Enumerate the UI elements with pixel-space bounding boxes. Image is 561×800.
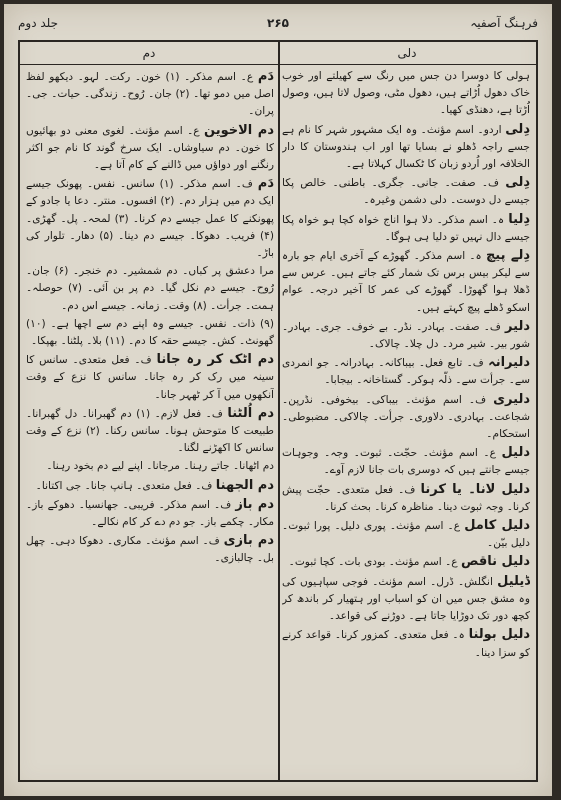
dictionary-entry xyxy=(282,481,530,516)
book-title: فرہنگ آصفیہ xyxy=(470,16,538,30)
dictionary-entry xyxy=(282,68,530,120)
entry-headword: دم اُلٹنا xyxy=(227,405,274,421)
entry-headword: دلیل کامل xyxy=(464,518,530,534)
dictionary-entry xyxy=(282,121,530,174)
entry-definition: انگلش۔ ڈرل۔ اسم مؤنث۔ فوجی سپاہیوں کی وہ مشق جس میں ان کو اسباب اور ہتھیار کر باندھ کر کچھ دور تک دوڑایا جاتا ہے۔ دوڑنے کی قواعد۔ xyxy=(282,575,530,623)
entry-definition: ف۔ فعل لازم۔ (۱) دم گھبرانا۔ دل گھبرانا۔ طبیعت کا متوحش ہونا۔ سانس رکنا۔ (۲) نزع کے وقت سانس کا اکھڑنے لگنا۔ xyxy=(26,407,274,455)
page-number: ۲۶۵ xyxy=(267,16,289,30)
entry-headword: دِلیا xyxy=(508,211,530,227)
entry-headword: دم اٹک کر رہ جانا xyxy=(156,352,274,368)
text-frame xyxy=(18,40,538,782)
dictionary-entry xyxy=(26,263,274,315)
dictionary-entry xyxy=(282,517,530,552)
entry-headword: دَم xyxy=(257,69,274,84)
dictionary-entry xyxy=(282,354,530,389)
entry-definition: اردو۔ اسم مؤنث۔ وہ ایک مشہور شہر کا نام ہے جسے راجہ ڈھلو نے بسایا تھا اور اب ہندوستان کا دار الخلافہ اور اُردو زبان کا ٹکسال کہلاتا ہے۔ xyxy=(282,123,530,171)
entry-headword: دلیل ناقص xyxy=(461,554,530,570)
entry-headword: دلیرانہ xyxy=(488,355,530,371)
dictionary-entry xyxy=(26,68,274,121)
entry-definition: ف۔ فعل متعدی۔ سانس کا سینہ میں رک کر رہ جانا۔ سانس کا نزع کے وقت آنکھوں میں آ کر ٹھہر جانا۔ xyxy=(26,354,274,401)
entry-definition: ف۔ اسم مؤنث۔ بیباکی۔ بیخوفی۔ نڈرپن۔ شجاعت۔ بہادری۔ دلاوری۔ جرأت۔ چالاکی۔ مضبوطی۔ استحکام۔ xyxy=(282,393,530,441)
dictionary-entry xyxy=(26,351,274,404)
dictionary-entry xyxy=(282,573,530,626)
entry-definition: ع۔ اسم مؤنث۔ لغوی معنی دو بھائیوں کا خون۔ دم سیاوشاں۔ ایک سرخ گوند کا نام جو اکثر رنگنے اور دواؤں میں ڈالنے کے کام آتا ہے۔ xyxy=(26,124,274,172)
dictionary-entry xyxy=(26,496,274,531)
entry-definition: ہ۔ اسم مذکر۔ دلا ہوا اناج خواہ کچا ہو خواہ پکا جیسے دال نہیں تو دلیا ہی ہوگا۔ xyxy=(282,213,530,243)
column-divider xyxy=(278,42,280,780)
dictionary-page xyxy=(4,4,552,796)
entry-definition: مرا دعشق پر کباں۔ دم شمشیر۔ دم خنجر۔ (۶) جان۔ رُوح۔ جیسے دم نکل گیا۔ دم پر بن آئی۔ (۷) حوصلہ۔ ہمت۔ جرأت۔ (۸) وقت۔ زمانہ۔ جیسے اس دم۔ xyxy=(26,265,274,312)
dictionary-entry xyxy=(26,122,274,175)
entry-definition: ع۔ اسم مذکر۔ (۱) خون۔ رکت۔ لہو۔ دیکھو لفظ اصل میں دمو تھا۔ (۲) جان۔ رُوح۔ زندگی۔ حیات۔ جی۔ پران۔ xyxy=(26,71,274,118)
dictionary-entry xyxy=(26,477,274,495)
entry-headword: دلیل بولنا xyxy=(468,627,530,643)
entry-definition: دم اٹھانا۔ جاتے رہنا۔ مرجانا۔ اپنے لیے دم بخود رہنا۔ xyxy=(46,460,274,473)
entry-definition: ف۔ فعل متعدی۔ ہانپ جانا۔ جی اکتانا۔ xyxy=(35,479,213,492)
entry-definition: ف۔ اسم مذکر۔ فریبی۔ جھانسیا۔ دھوکے باز۔ مکار۔ چکمے باز۔ جو دم دے کر کام نکالے۔ xyxy=(26,498,274,529)
dictionary-entry xyxy=(26,175,274,262)
entry-headword: دم الجھنا xyxy=(215,477,274,493)
dictionary-entry xyxy=(26,316,274,350)
left-column-heading: دم xyxy=(20,42,278,65)
entry-headword: دم بازی xyxy=(223,533,274,549)
entry-definition: ع۔ اسم مؤنث۔ بودی بات۔ کچا ثبوت۔ xyxy=(288,556,458,569)
entry-definition: (۹) ذات۔ نفس۔ جیسے وہ اپنے دم سے اچھا ہے۔ (۱۰) گھونٹ۔ کش۔ جیسے حقہ کا دم۔ (۱۱) بلا۔ پلٹنا۔ بھپکا۔ xyxy=(26,317,274,348)
entry-headword: ڈیلیل xyxy=(497,573,530,589)
entry-definition: ف۔ صفت۔ جانی۔ جگری۔ باطنی۔ خالص پکا جیسے دل دوست۔ دلی دشمن وغیرہ۔ xyxy=(282,177,530,207)
entry-definition: ف۔ اسم مؤنث۔ مکاری۔ دھوکا دہی۔ چھل بل۔ چالبازی۔ xyxy=(26,535,274,565)
entry-definition: ہ۔ اسم مذکر۔ گھوڑے کے آخری ایام جو بارہ سے لیکر بیس برس تک شمار کئے جاتے ہیں۔ عرس سے ڈھلا ہوا گھوڑا۔ گھوڑے کی عمر کا آخیر درجہ۔ عوام اسکو ڈھلے پیچ کہتے ہیں۔ xyxy=(282,250,530,314)
dictionary-entry xyxy=(282,391,530,444)
dictionary-entry xyxy=(26,532,274,567)
right-column xyxy=(282,68,530,776)
entry-headword: دلیل xyxy=(501,445,530,461)
entry-definition: ع۔ اسم مؤنث۔ حجّت۔ ثبوت۔ وجہ۔ وجوہات جیسے جانتے ہیں کہ دوسری بات جانا لازم آوے۔ xyxy=(282,447,530,477)
entry-definition: ف۔ صفت۔ بہادر۔ نڈر۔ بے خوف۔ جری۔ بہادر۔ شور بیر۔ شیر مرد۔ دل چلا۔ چالاک۔ xyxy=(282,320,530,351)
entry-headword: دم باز xyxy=(235,496,274,512)
volume-label: جلد دوم xyxy=(18,16,59,30)
page-header xyxy=(18,16,538,36)
entry-headword: دلیر xyxy=(505,318,530,334)
dictionary-entry xyxy=(282,211,530,246)
dictionary-entry xyxy=(282,318,530,353)
dictionary-entry xyxy=(282,626,530,661)
entry-definition: ف۔ تابع فعل۔ بیباکانہ۔ بہادرانہ۔ جو انمردی سے۔ جرأت سے۔ ذلّہ ہوکر۔ گستاخانہ۔ بیجابا۔ xyxy=(282,357,530,387)
entry-headword: دِلے پیچ xyxy=(485,248,530,264)
entry-definition: ہ۔ فعل متعدی۔ کمزور کرنا۔ قواعد کرنے کو سزا دینا۔ xyxy=(282,629,530,659)
entry-headword: دِلی xyxy=(505,175,530,191)
entry-definition: ف۔ اسم مذکر۔ (۱) سانس۔ نفس۔ پھونک جیسے ایک دم میں ہزار دم۔ (۲) افسوں۔ منتر۔ دعا یا جادو کے پھونکنے کا عمل جیسے دم کرنا۔ (۳) لمحہ۔ پل۔ گھڑی۔ (۴) فریب۔ دھوکا۔ جیسے دم دینا۔ (۵) دھار۔ تلوار کی باڑ۔ xyxy=(26,178,274,260)
entry-headword: دلیری xyxy=(493,391,530,407)
entry-headword: دِلی xyxy=(505,121,530,137)
dictionary-entry xyxy=(282,553,530,571)
entry-definition: ف۔ فعل متعدی۔ حجّت پیش کرنا۔ وجہ ثبوت دینا۔ مناظرہ کرنا۔ بحث کرنا۔ xyxy=(282,483,530,513)
dictionary-entry xyxy=(282,174,530,209)
dictionary-entry xyxy=(26,405,274,458)
left-column xyxy=(26,68,274,776)
entry-headword: دلیل لانا۔ یا کرنا xyxy=(420,481,530,497)
entry-headword: دم الاخوین xyxy=(204,122,274,138)
dictionary-entry xyxy=(282,247,530,317)
entry-definition: ہولی کا دوسرا دن جس میں رنگ سے کھیلتے اور خوب خاک دھول اُڑاتے ہیں، دھول مٹی، وصول لاتا ہیں، وصول اُڑتا ہے، دھنڈی کھیا۔ xyxy=(282,70,530,117)
entry-definition: ع۔ اسم مؤنث۔ پوری دلیل۔ پورا ثبوت۔ دلیل بیّن۔ xyxy=(282,520,530,550)
right-column-heading: دلی xyxy=(278,42,536,65)
entry-headword: دَم xyxy=(257,176,274,192)
dictionary-entry xyxy=(282,444,530,479)
dictionary-entry xyxy=(26,458,274,475)
